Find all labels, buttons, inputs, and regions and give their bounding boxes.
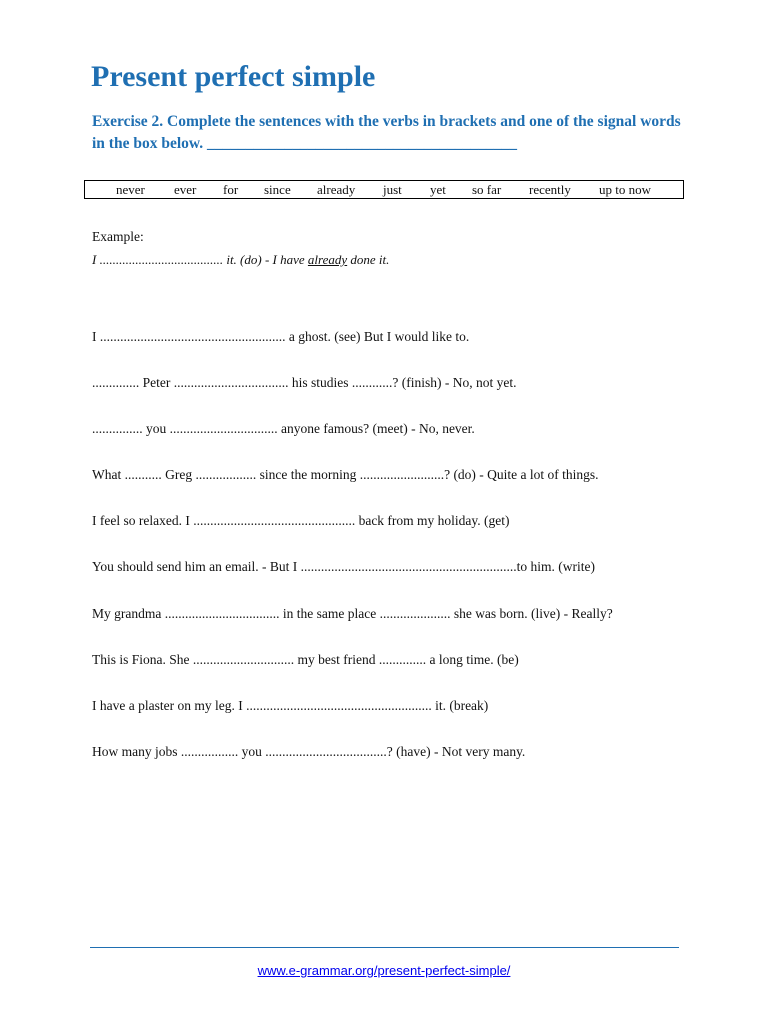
page-title: Present perfect simple (91, 60, 376, 93)
signal-word: up to now (599, 182, 651, 197)
example-label: Example: (92, 229, 144, 244)
footer-divider (90, 947, 679, 948)
signal-word: just (383, 182, 402, 197)
signal-word: never (116, 182, 145, 197)
exercise-sentence-5: I feel so relaxed. I ................................................ back from my holiday. (get) (92, 513, 510, 528)
signal-word: so far (472, 182, 502, 197)
signal-word: yet (430, 182, 446, 197)
exercise-sentence-4: What ........... Greg .................. since the morning .........................? (do) - Quite a lot of things. (92, 467, 599, 482)
signal-word: since (264, 182, 291, 197)
exercise-sentence-7: My grandma .................................. in the same place ..................... she was born. (live) - Really? (92, 606, 613, 621)
signal-word: ever (174, 182, 197, 197)
exercise-sentence-10: How many jobs ................. you ....................................? (have) - Not very many. (92, 744, 526, 759)
example-underlined-word: already (307, 252, 348, 267)
exercise-sentence-6: You should send him an email. - But I ................................................................to him. (write) (92, 559, 595, 574)
exercise-sentence-1: I ....................................................... a ghost. (see) But I would like to. (92, 329, 470, 344)
exercise-sentence-3: ............... you ................................ anyone famous? (meet) - No, never. (92, 421, 475, 436)
example-text-after: done it. (347, 252, 390, 267)
signal-word-box (84, 180, 684, 199)
exercise-sentence-2: .............. Peter .................................. his studies ............? (finish) - No, not yet. (92, 375, 517, 390)
exercise-instructions: Exercise 2. Complete the sentences with the verbs in brackets and one of the signal words in the box below. ________________________________________ (92, 113, 681, 152)
example-text-before: I ...................................... it. (do) - I have (92, 252, 308, 267)
exercise-sentence-8: This is Fiona. She .............................. my best friend .............. a long time. (be) (92, 652, 519, 667)
exercise-sentence-9: I have a plaster on my leg. I ....................................................... it. (break) (92, 698, 489, 713)
footer-website-link[interactable]: www.e-grammar.org/present-perfect-simple/ (257, 963, 511, 978)
signal-word: already (317, 182, 356, 197)
signal-word: recently (529, 182, 571, 197)
example-sentence (92, 252, 389, 268)
signal-word: for (223, 182, 239, 197)
